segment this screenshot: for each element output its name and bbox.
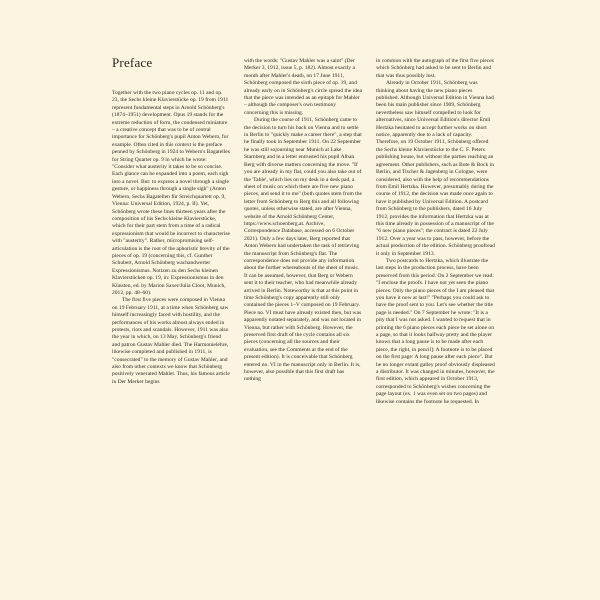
page-title: Preface [112, 55, 153, 70]
paragraph: Together with the two piano cycles op. 11 and op. 23, the Sechs kleine Klavierstücke op. 19 from 1911 represent fundamental steps in Arnold Schönberg's (1874–1951) development. Opus 19 stands for the extreme reduction of form, the condensed miniature – a creative concept that was to be of central importance for Schönberg's pupil Anton Webern, for example. Often cited in this context is the preface penned by Schönberg in 1924 to Webern's Bagatelles for String Quartet op. 9 in which he wrote: "Consider what austerity it takes to be so concise. Each glance can be expanded into a poem, each sigh into a novel. But: to express a novel through a single gesture, or happiness through a single sigh" (Anton Webern, Sechs Bagatellen für Streichquartett op. 9, Vienna: Universal Edition, 1924, p. II). Yet, Schönberg wrote these lines thirteen years after the composition of his Sechs kleine Klavierstücke, which for their part stem from a time of a radical expressionism that would be incorrect to characterise with "austerity". Rather, micropromising self-articulation is the root of the aphoristic brevity of the pieces of op. 19 (concerning this, cf. Gunther Schubert, Arnold Schönberg wachandwerter Expressionismus. Notizen zu den Sechs kleinen Klavierstücken op. 19, in: Expressionismus in den Künsten, ed. by Marion Saxer/Julia Cloot, Munich, 2012, pp. 48–60). [112, 90, 230, 296]
paragraph: Already in October 1911, Schönberg was thinking about having the new piano pieces published. Although Universal Edition in Vienna had been his main publisher since 1909, Schönberg nevertheless saw himself compelled to look for alternatives, since Universal Edition's director Emil Hertzka hesitated to accept further works on short notice, apparently due to a lack of capacity. Therefore, on 19 October 1911, Schönberg offered the Sechs kleine Klavierstücke to the C. F. Peters publishing house, but without the parties reaching an agreement. Other publishers, such as Bote & Bock in Berlin, and Tischer & Jagenberg in Cologne, were considered, also with the help of recommendations from Emil Hertzka. However, presumably during the course of 1912, the decision was made once again to have it published by Universal Edition. A postcard from Schönberg to the publishers, dated 16 July 1912, provides the information that Hertzka was at this time already in possession of a manuscript of the "6 new piano pieces"; the contract is dated 22 July 1912. Over a year was to pass, however, before the actual production of the edition. Schönberg proofread it only in September 1913. [376, 80, 495, 257]
paragraph: The first five pieces were composed in Vienna on 19 February 1911, at a time when Schönberg saw himself increasingly faced with hostility, and the performances of his works almost always ended in protests, riots and scandals. However, 1911 was also the year in which, on 13 May, Schönberg's friend and patron Gustav Mahler died. The Harmonielehre, likewise completed and published in 1911, is "consecrated" to the memory of Gustav Mahler, and also from other contexts we know that Schönberg positively venerated Mahler. Thus, his famous article in Der Merker begins [112, 297, 230, 385]
text-column-1 [112, 90, 230, 386]
paragraph: with the words: "Gustav Mahler was a saint" (Der Merker 3, 1912, issue 5, p. 182). Almost exactly a month after Mahler's death, on 17 June 1911, Schönberg composed the sixth piece of op. 19, and already early on in Schönberg's circle spread the idea that the piece was intended as an epitaph for Mahler – although the composer's own testimony concerning this is missing. [244, 58, 362, 116]
text-column-2 [244, 58, 362, 384]
paragraph: Two postcards to Hertzka, which illustrate the last steps in the production process, have been preserved from this period. On 2 September we read: "I enclose the proofs. I have not yet seen the piano pieces. Only the piano pieces of the I am pleased that you have it now at last!" "Perhaps you could ask to have the proof sent to you. Let's see whether the title page is needed." On 7 September he wrote: "It is a pity that I was not asked. I wanted to request that in printing the 6 piano pieces each piece be set alone on a page, so that it looks halfway pretty and the player knows that a long pause is to be made after each piece, the right, in pencil]: A footnote is to be placed on the first page: A long pause after each piece". But he no longer extant galley proof obviously displeased a distributor. It was changed in minutes, however, the first edition, which appeared in October 1913, corresponded to Schönberg's wishes concerning the page layout (ex. 1 was even set on two pages) and likewise contains the footnote he requested. In [376, 257, 495, 405]
paragraph: During the course of 1911, Schönberg came to the decision to turn his back on Vienna and to settle in Berlin to "quickly make a career there", a step that he finally took in September 1911. On 22 September he was still sojourning near Munich at Lake Starnberg and in a letter entrusted his pupil Alban Berg with diverse matters concerning the move. "If you are already in my flat, could you also take out of the 'Table', which lies on my desk in a desk pad, a sheet of music on which there are five new piano pieces, and send it to me" (both quotes stem from the letter from Schönberg to Berg this and all following quotes, unless otherwise stated, are after Vienna, website of the Arnold Schönberg Center, https://www.schoenberg.at. Archive, Correspondence Database, accessed on 6 October 2021). Only a few days later, Berg reported that Anton Webern had undertaken the task of retrieving the manuscript from Schönberg's flat. The correspondence does not provide any information about the further whereabouts of the sheet of music. It can be assumed, however, that Berg or Webern sent it to their teacher, who had meanwhile already arrived in Berlin. Noteworthy is that at this point in time Schönberg's copy apparently still only contained the pieces 1–V composed on 19 February. Piece no. VI must have already existed then, but was apparently notated separately, and was not located in Vienna, but rather with Schönberg. However, the preserved first draft of the cycle contains all six pieces (concerning all the sources and their evaluation, see the Comments at the end of the present edition). It is conceivable that Schönberg entered no. VI in the manuscript only in Berlin. It is, however, also possible that this first draft has nothing [244, 117, 362, 383]
paragraph: in common with the autograph of the first five pieces which Schönberg had asked to be sent to Berlin and that was thus possibly lost. [376, 58, 494, 79]
text-column-3 [376, 58, 496, 406]
